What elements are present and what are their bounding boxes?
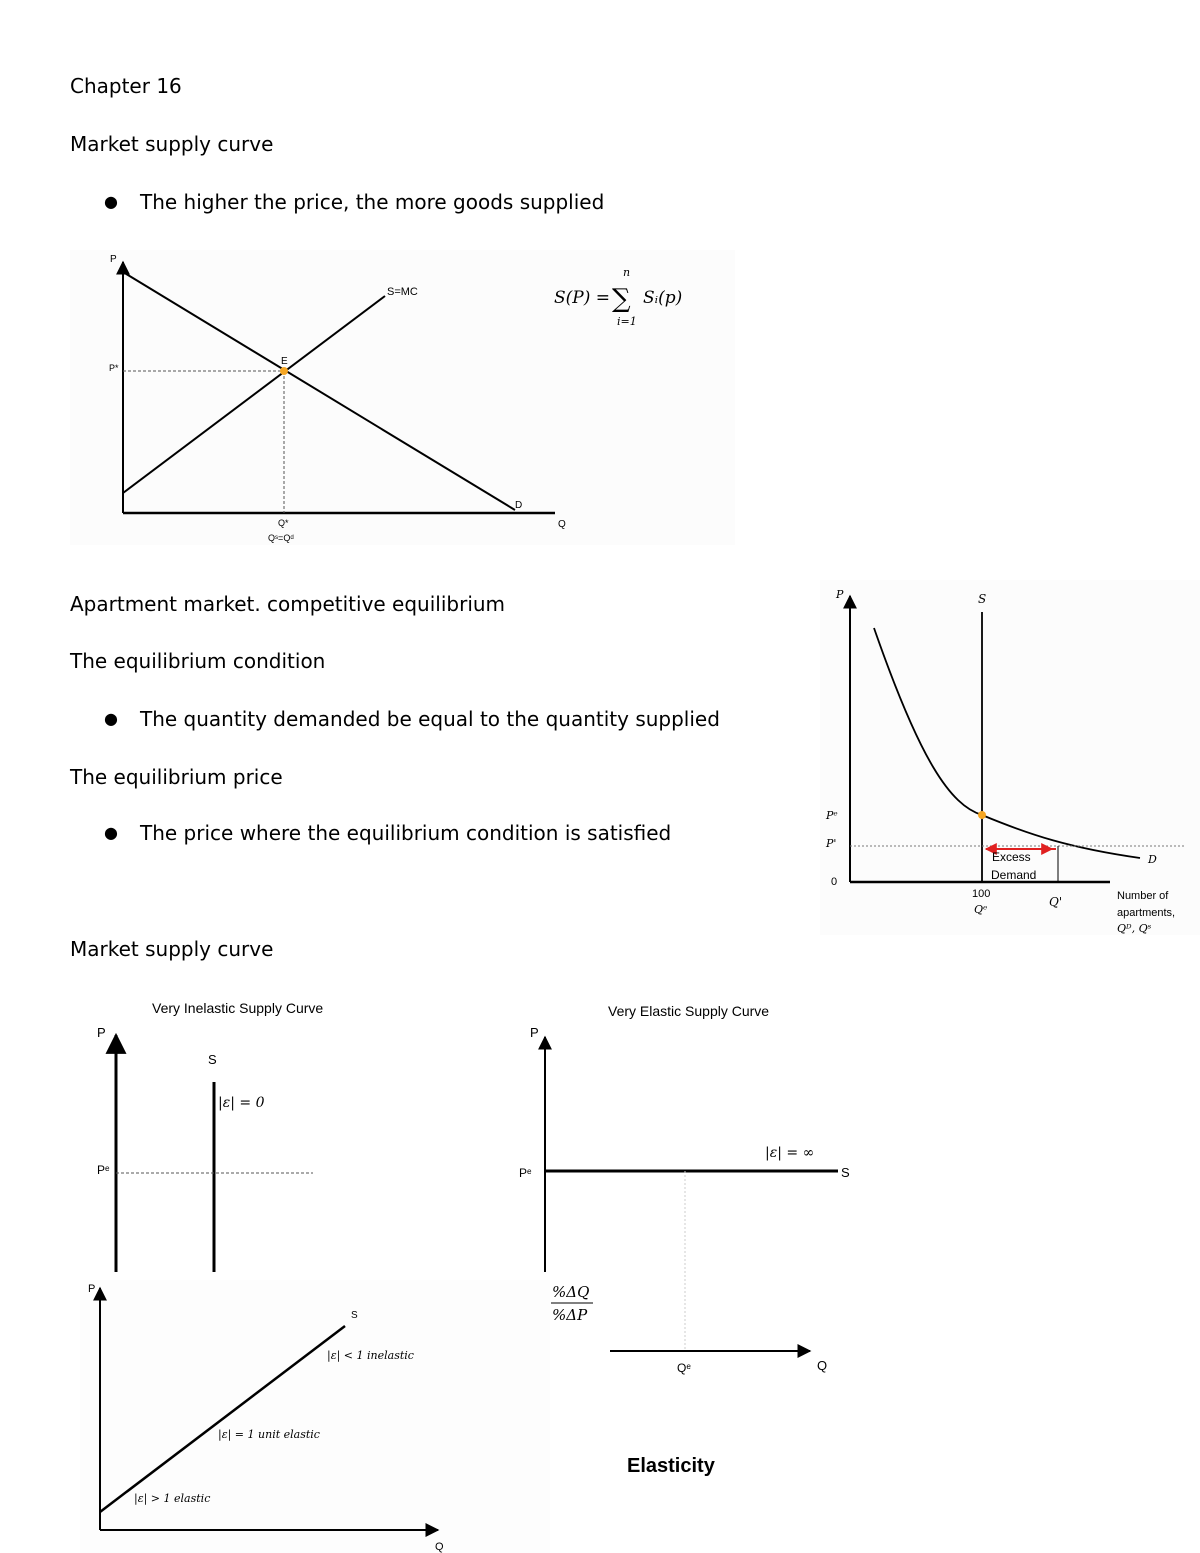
d-label: D	[1148, 853, 1157, 866]
bullet-icon: ●	[104, 192, 118, 211]
formula-lower: i=1	[617, 315, 637, 328]
heading-equilibrium-condition: The equilibrium condition	[70, 649, 326, 673]
inelastic-label: |ε| < 1 inelastic	[327, 1349, 414, 1362]
formula-term: Sᵢ(p)	[643, 288, 683, 308]
heading-equilibrium-price: The equilibrium price	[70, 765, 283, 789]
chapter-title: Chapter 16	[70, 74, 182, 98]
p-label: P	[97, 1025, 106, 1040]
e-label: E	[281, 356, 288, 367]
qs-qd-label: Qˢ=Qᵈ	[268, 533, 294, 543]
zero-label: 0	[831, 876, 838, 888]
d-label: D	[515, 500, 523, 511]
epsilon-zero-label: |ε| = 0	[218, 1095, 265, 1111]
demand-label: Demand	[991, 868, 1037, 882]
x-axis-label-1: Number of	[1117, 890, 1169, 902]
elastic-label: |ε| > 1 elastic	[134, 1492, 211, 1505]
pe-label: Pᵉ	[826, 809, 838, 822]
bullet-icon: ●	[104, 709, 118, 728]
section-heading-market-supply-2: Market supply curve	[70, 937, 274, 961]
q-label: Q	[817, 1358, 828, 1373]
q-axis-label: Q	[558, 519, 566, 530]
epsilon-infinity-label: |ε| = ∞	[765, 1145, 815, 1161]
x-axis-label-2: apartments,	[1117, 907, 1176, 919]
bullet-text-price-satisfied: The price where the equilibrium condition is satisfied	[140, 821, 672, 845]
hundred-label: 100	[972, 888, 991, 900]
formula-sigma: ∑	[612, 284, 631, 314]
s-label: S	[841, 1165, 850, 1180]
heading-apartment-market: Apartment market. competitive equilibrium	[70, 592, 506, 616]
qstar-label: Q*	[278, 518, 289, 528]
s-label: S	[978, 592, 987, 606]
pprime-label: P'	[826, 837, 837, 850]
p-axis-label: P	[836, 588, 844, 601]
bullet-text-quantity-equal: The quantity demanded be equal to the quantity supplied	[140, 707, 720, 731]
linear-supply-elasticity-diagram	[80, 1280, 550, 1553]
qprime-label: Q'	[1049, 895, 1063, 909]
s-label: S	[351, 1310, 358, 1321]
elasticity-caption: Elasticity	[627, 1455, 715, 1477]
pstar-label: P*	[109, 363, 119, 373]
equilibrium-point	[978, 811, 986, 819]
pe-label: Pᵉ	[97, 1163, 110, 1177]
x-axis-label-3: Qᴰ, Qˢ	[1117, 922, 1152, 935]
formula-upper: n	[623, 266, 631, 279]
pe-label: Pᵉ	[519, 1166, 532, 1180]
unit-elastic-label: |ε| = 1 unit elastic	[218, 1428, 320, 1441]
inelastic-title: Very Inelastic Supply Curve	[152, 1000, 324, 1016]
bullet-text-higher-price: The higher the price, the more goods supplied	[140, 190, 605, 214]
excess-label: Excess	[992, 850, 1031, 864]
p-axis-label: P	[110, 254, 117, 265]
equilibrium-point	[280, 367, 288, 375]
formula-lhs: S(P) =	[554, 288, 610, 308]
q-label: Q	[435, 1541, 444, 1553]
very-elastic-supply-diagram	[510, 1003, 850, 1375]
elasticity-denominator: %ΔP	[552, 1306, 588, 1324]
p-label: P	[530, 1025, 539, 1040]
market-equilibrium-diagram	[70, 250, 735, 545]
qe-label: Qᵉ	[677, 1361, 691, 1375]
elasticity-numerator: %ΔQ	[552, 1283, 590, 1301]
elastic-title: Very Elastic Supply Curve	[608, 1003, 770, 1019]
qe-label: Qᵉ	[974, 903, 988, 916]
bullet-icon: ●	[104, 823, 118, 842]
p-label: P	[88, 1283, 96, 1295]
s-label: S	[208, 1052, 217, 1067]
smc-label: S=MC	[387, 286, 418, 298]
section-heading-market-supply: Market supply curve	[70, 132, 274, 156]
apartment-market-diagram	[820, 580, 1200, 935]
very-inelastic-supply-diagram	[97, 1000, 323, 1272]
